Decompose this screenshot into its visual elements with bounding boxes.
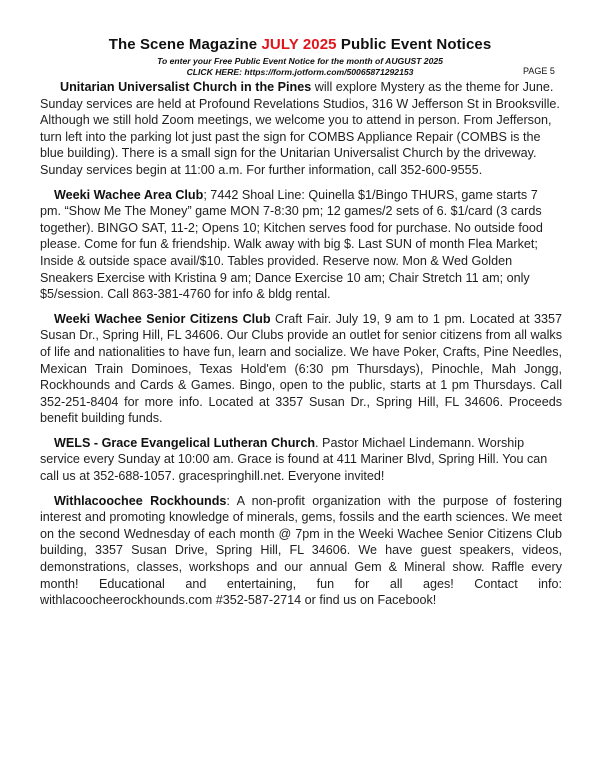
event-notices bbox=[40, 79, 562, 617]
page-number: PAGE 5 bbox=[523, 66, 555, 76]
event-description: Craft Fair. July 19, 9 am to 1 pm. Located at 3357 Susan Dr., Spring Hill, FL 34606. Our Clubs provide an outlet for senior citizens from all walks of life and nationalities to have fun, learn and socialize. We have Poker, Crafts, Pine Needles, Mexican Train Dominoes, Texas Hold'em (6:30 pm Thursdays), Pinochle, Mah Jongg, Rockhounds and Cards & Games. Bingo, open to the public, starts at 1 pm Thursdays. Call 352-251-8404 for more info. Located at 3357 Susan Dr., Spring Hill, FL 34606. Proceeds benefit building funds. bbox=[40, 311, 562, 426]
event-organization: WELS - Grace Evangelical Lutheran Church bbox=[54, 435, 316, 450]
submission-link[interactable]: CLICK HERE: https://form.jotform.com/50065871292153 bbox=[186, 67, 414, 77]
title-month: JULY 2025 bbox=[261, 36, 337, 53]
event-organization: Withlacoochee Rockhounds bbox=[54, 493, 227, 508]
event-notice-unitarian bbox=[40, 79, 562, 179]
event-organization: Weeki Wachee Area Club bbox=[54, 187, 204, 202]
title-suffix: Public Event Notices bbox=[336, 36, 492, 53]
event-description: : A non-profit organization with the purpose of fostering interest and promoting knowledge of minerals, gems, fossils and the earth sciences. We meet on the second Wednesday of each month @ 7pm in the Weeki Wachee Senior Citizens Club building, 3357 Susan Drive, Spring Hill, FL 34606. We have guest speakers, videos, demonstrations, classes, workshops and our annual Gem & Mineral show. Raffle every month! Educational and entertaining, fun for all ages! Contact info: withlacoocheerockhounds.com #352-587-2714 or find us on Facebook! bbox=[40, 493, 562, 608]
event-description: ; 7442 Shoal Line: Quinella $1/Bingo THURS, game starts 7 pm. “Show Me The Money” game MON 7-8:30 pm; 12 games/2 sets of 6. $1/card (3 cards together). BINGO SAT, 11-2; Opens 10; Kitchen serves food for purchase. No outside food please. Come for fun & friendship. Walk away with big $. Last SUN of month Flea Market; Inside & outside space avail/$10. Tables provided. Reserve now. Mon & Wed Golden Sneakers Exercise with Kristina 9 am; Dance Exercise 10 am; Chair Stretch 11 am; only $5/session. Call 863-381-4760 for info & bldg rental. bbox=[40, 187, 543, 302]
event-notice-senior-citizens-club bbox=[40, 311, 562, 427]
title-prefix: The Scene Magazine bbox=[108, 36, 262, 53]
event-organization: Weeki Wachee Senior Citizens Club bbox=[54, 311, 271, 326]
event-description: will explore Mystery as the theme for June. Sunday services are held at Profound Revelations Studios, 316 W Jefferson St in Brooksville. Although we still hold Zoom meetings, we welcome you to attend in person. From Jefferson, turn left into the parking lot just past the sign for COMBS Appliance Repair (COMBS is the blue building). There is a small sign for the Unitarian Universalist Church by the driveway. Sunday services begin at 11:00 a.m. For further information, call 352-600-9555. bbox=[40, 80, 560, 177]
event-organization: Unitarian Universalist Church in the Pines bbox=[60, 80, 312, 94]
submission-instruction: To enter your Free Public Event Notice for the month of AUGUST 2025 bbox=[157, 56, 443, 66]
event-notice-wels-grace bbox=[40, 435, 562, 485]
event-description: . Pastor Michael Lindemann. Worship service every Sunday at 10:00 am. Grace is found at 411 Mariner Blvd, Spring Hill. You can call us at 352-688-1057. gracespringhill.net. Everyone invited! bbox=[40, 435, 548, 484]
event-notice-withlacoochee-rockhounds bbox=[40, 493, 562, 609]
page-title bbox=[0, 36, 600, 53]
event-notice-weeki-wachee-area-club bbox=[40, 187, 562, 303]
